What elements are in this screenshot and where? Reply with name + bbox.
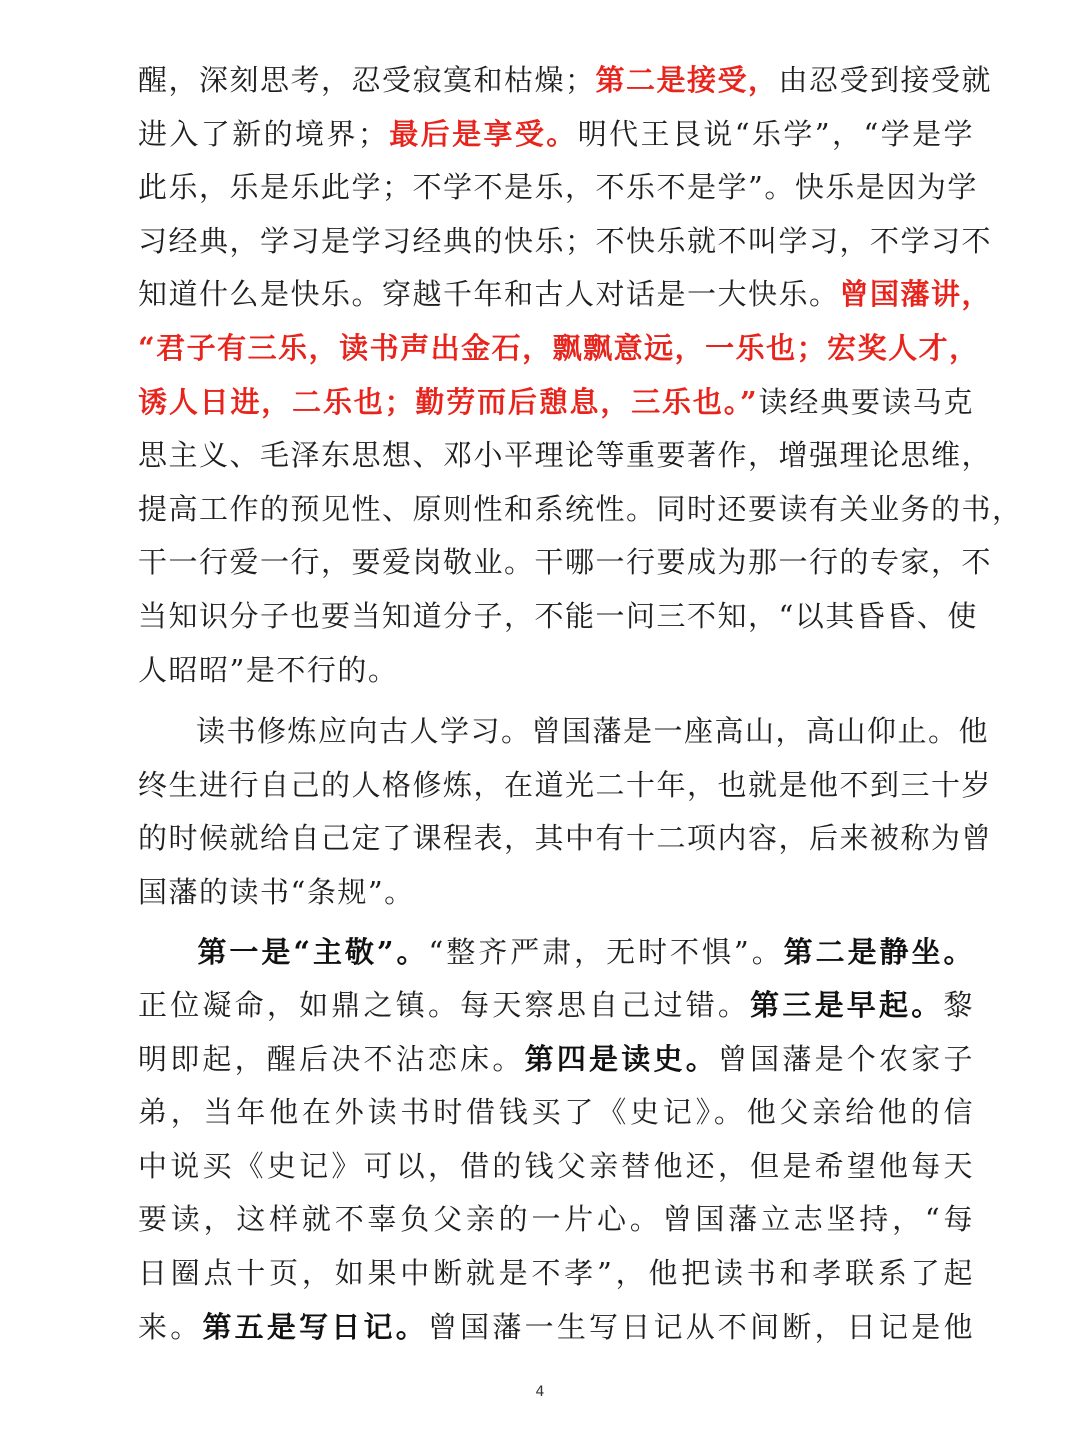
highlight-bold: 第一是“主敬”。 — [196, 934, 429, 969]
text-line: 知道什么是快乐。穿越千年和古人对话是一大快乐。曾国藩讲， — [138, 277, 993, 312]
text-line: 习经典，学习是学习经典的快乐；不快乐就不叫学习，不学习不 — [138, 223, 993, 258]
highlight-bold: 第四是读史。 — [524, 1041, 718, 1076]
highlight-red: 诱人日进，二乐也；勤劳而后憩息，三乐也。” — [138, 384, 759, 419]
text-line: 明即起，醒后决不沾恋床。第四是读史。曾国藩是个农家子 — [138, 1041, 974, 1076]
highlight-bold: 第二是静坐。 — [783, 934, 974, 969]
text-line: 人昭昭”是不行的。 — [138, 652, 399, 687]
page-number: 4 — [535, 1384, 545, 1400]
text-line: 日圈点十页，如果中断就是不孝”，他把读书和孝联系了起 — [138, 1256, 974, 1291]
text-line: 来。第五是写日记。曾国藩一生写日记从不间断，日记是他 — [138, 1309, 974, 1344]
text-line: 第一是“主敬”。“整齐严肃，无时不惧”。第二是静坐。 — [196, 934, 974, 969]
text-line: 进入了新的境界；最后是享受。明代王艮说“乐学”，“学是学 — [138, 116, 974, 151]
text-line: 诱人日进，二乐也；勤劳而后憩息，三乐也。”读经典要读马克 — [138, 384, 974, 419]
text-line: 的时候就给自己定了课程表，其中有十二项内容，后来被称为曾 — [138, 821, 993, 856]
text-line: 醒，深刻思考，忍受寂寞和枯燥；第二是接受，由忍受到接受就 — [138, 63, 993, 97]
text-line: 国藩的读书“条规”。 — [138, 874, 415, 909]
text-line: 终生进行自己的人格修炼，在道光二十年，也就是他不到三十岁 — [138, 767, 993, 802]
text-line: 此乐，乐是乐此学；不学不是乐，不乐不是学”。快乐是因为学 — [138, 170, 978, 205]
text-line: 要读，这样就不辜负父亲的一片心。曾国藩立志坚持，“每 — [138, 1202, 974, 1237]
highlight-red: 最后是享受。 — [388, 116, 578, 151]
text-line: 提高工作的预见性、原则性和系统性。同时还要读有关业务的书， — [138, 491, 1023, 526]
text-line: 当知识分子也要当知道分子，不能一问三不知，“以其昏昏、使 — [138, 598, 978, 633]
highlight-bold: 第五是写日记。 — [202, 1309, 428, 1344]
text-line: 读书修炼应向古人学习。曾国藩是一座高山，高山仰止。他 — [196, 714, 990, 749]
highlight-red: “君子有三乐，读书声出金石，飘飘意远，一乐也；宏奖人才， — [138, 330, 980, 365]
body-text — [138, 54, 1023, 1354]
text-line: 思主义、毛泽东思想、邓小平理论等重要著作，增强理论思维， — [138, 438, 993, 473]
highlight-red: 第二是接受， — [595, 63, 779, 97]
text-line: 干一行爱一行，要爱岗敬业。干哪一行要成为那一行的专家，不 — [138, 545, 993, 580]
highlight-red: 曾国藩讲， — [839, 277, 993, 312]
text-line: 弟，当年他在外读书时借钱买了《史记》。他父亲给他的信 — [138, 1095, 974, 1130]
text-line: 中说买《史记》可以，借的钱父亲替他还，但是希望他每天 — [138, 1148, 974, 1183]
text-line: 正位凝命，如鼎之镇。每天察思自己过错。第三是早起。黎 — [138, 988, 974, 1023]
highlight-bold: 第三是早起。 — [750, 988, 944, 1023]
text-line — [138, 322, 980, 376]
